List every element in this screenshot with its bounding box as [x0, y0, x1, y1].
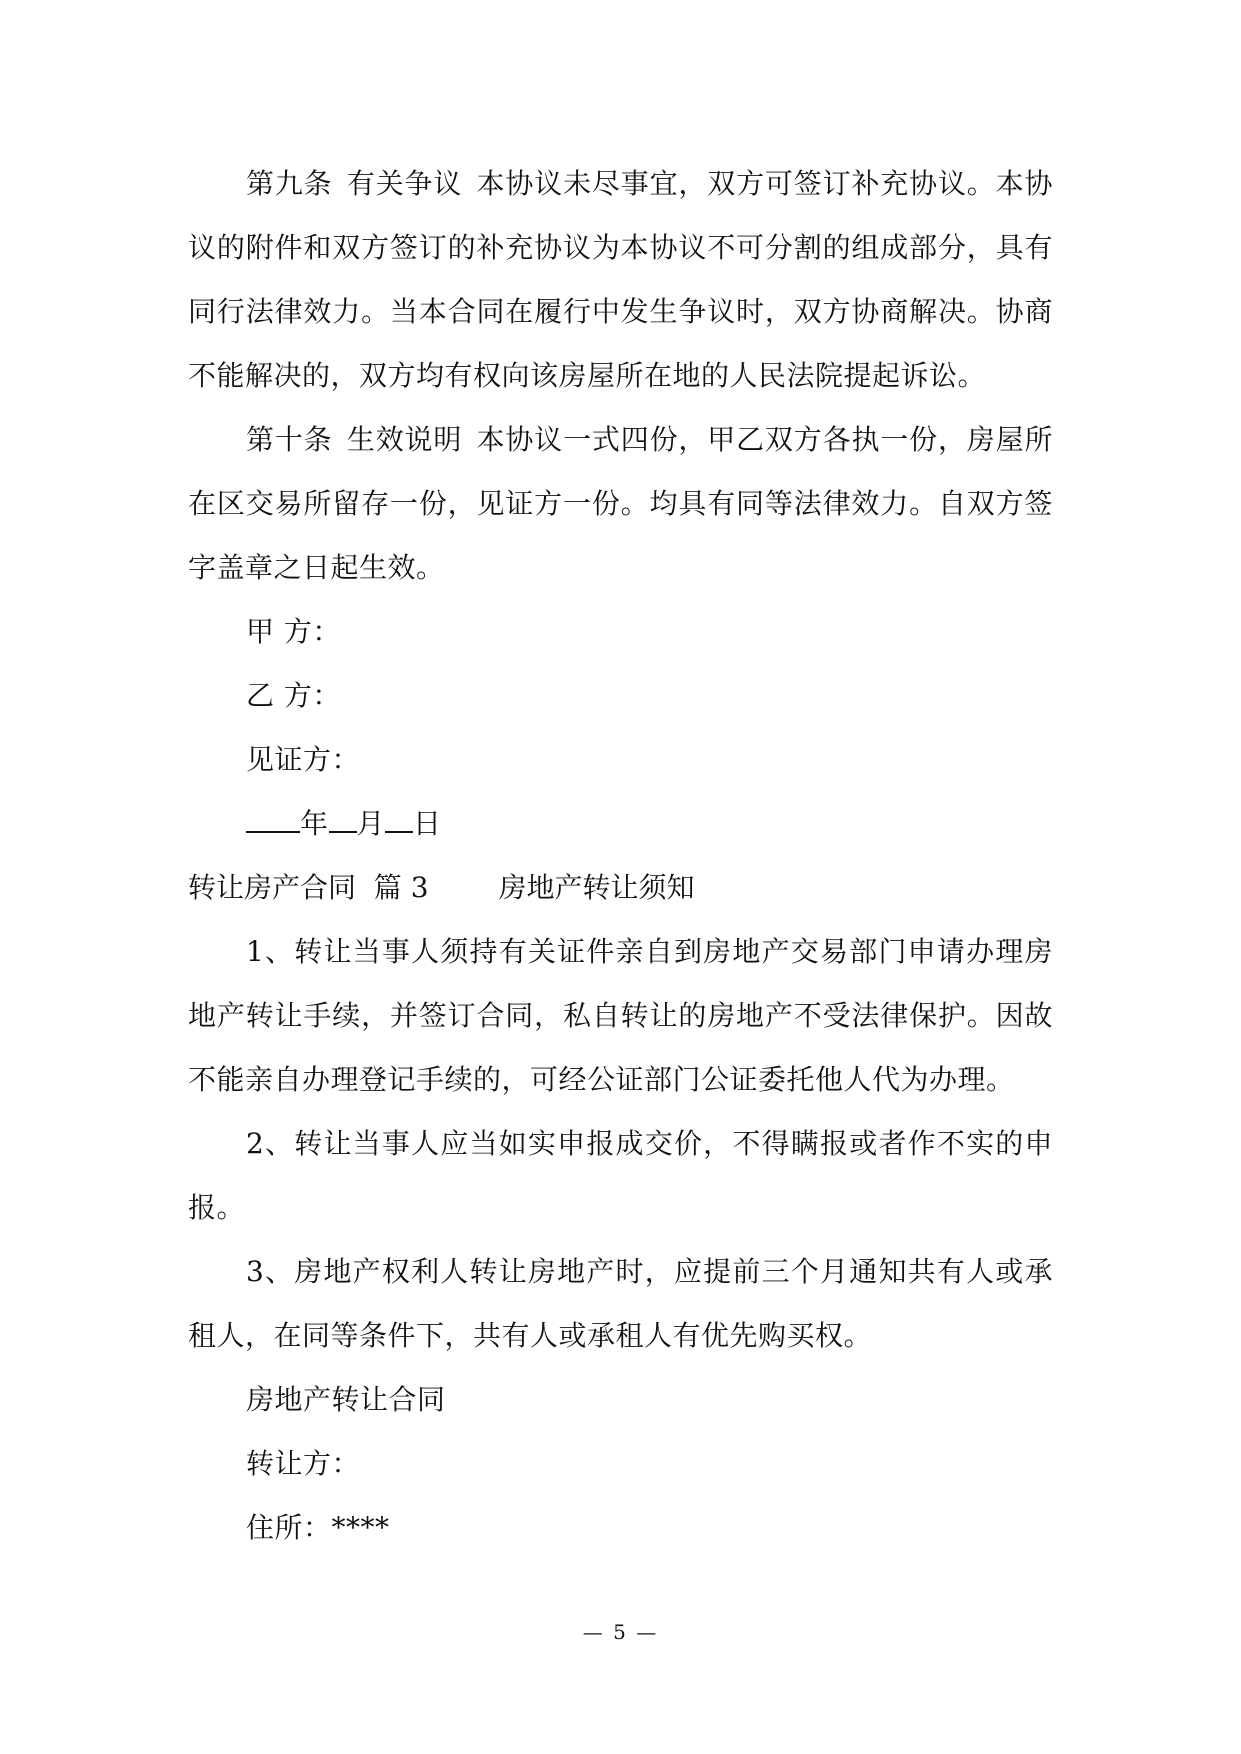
witness-line: 见证方： — [246, 743, 361, 776]
section-3-title: 转让房产合同 篇 3 — [188, 871, 429, 904]
article-10-heading: 第十条 — [246, 423, 333, 456]
transferor-line: 转让方： — [246, 1447, 361, 1480]
month-label: 月 — [356, 807, 386, 840]
article-9-heading: 第九条 — [246, 167, 333, 200]
party-b-line: 乙 方： — [246, 679, 341, 712]
section-3-subtitle: 房地产转让须知 — [498, 871, 695, 904]
contract-title: 房地产转让合同 — [246, 1383, 446, 1416]
date-line — [188, 792, 1053, 856]
section-3-heading — [188, 856, 1053, 920]
article-9-body: 本协议未尽事宜，双方可签订补充协议。本协议的附件和双方签订的补充协议为本协议不可分割的组成部分，具有同行法律效力。当本合同在履行中发生争议时，双方协商解决。协商不能解决的，双方均有权向该房屋所在地的人民法院提起诉讼。 — [188, 167, 1053, 392]
article-9-topic: 有关争议 — [346, 167, 463, 200]
address-line: 住所：**** — [246, 1511, 390, 1544]
notice-item-2: 2、转让当事人应当如实申报成交价，不得瞒报或者作不实的申报。 — [188, 1127, 1053, 1224]
day-label: 日 — [413, 807, 442, 840]
article-9-paragraph — [188, 152, 1053, 408]
notice-item-1: 1、转让当事人须持有关证件亲自到房地产交易部门申请办理房地产转让手续，并签订合同，私自转让的房地产不受法律保护。因故不能亲自办理登记手续的，可经公证部门公证委托他人代为办理。 — [188, 935, 1053, 1096]
month-blank — [329, 831, 357, 833]
article-10-body: 本协议一式四份，甲乙双方各执一份，房屋所在区交易所留存一份，见证方一份。均具有同等法律效力。自双方签字盖章之日起生效。 — [188, 423, 1053, 584]
year-label: 年 — [300, 807, 329, 840]
article-10-topic: 生效说明 — [346, 423, 463, 456]
party-a-line: 甲 方： — [246, 615, 341, 648]
day-blank — [385, 831, 413, 833]
page-number: — 5 — — [582, 1620, 659, 1644]
document-body — [188, 152, 1053, 1560]
notice-item-3: 3、房地产权利人转让房地产时，应提前三个月通知共有人或承租人，在同等条件下，共有人或承租人有优先购买权。 — [188, 1255, 1053, 1352]
article-10-paragraph — [188, 408, 1053, 600]
year-blank — [246, 831, 300, 833]
